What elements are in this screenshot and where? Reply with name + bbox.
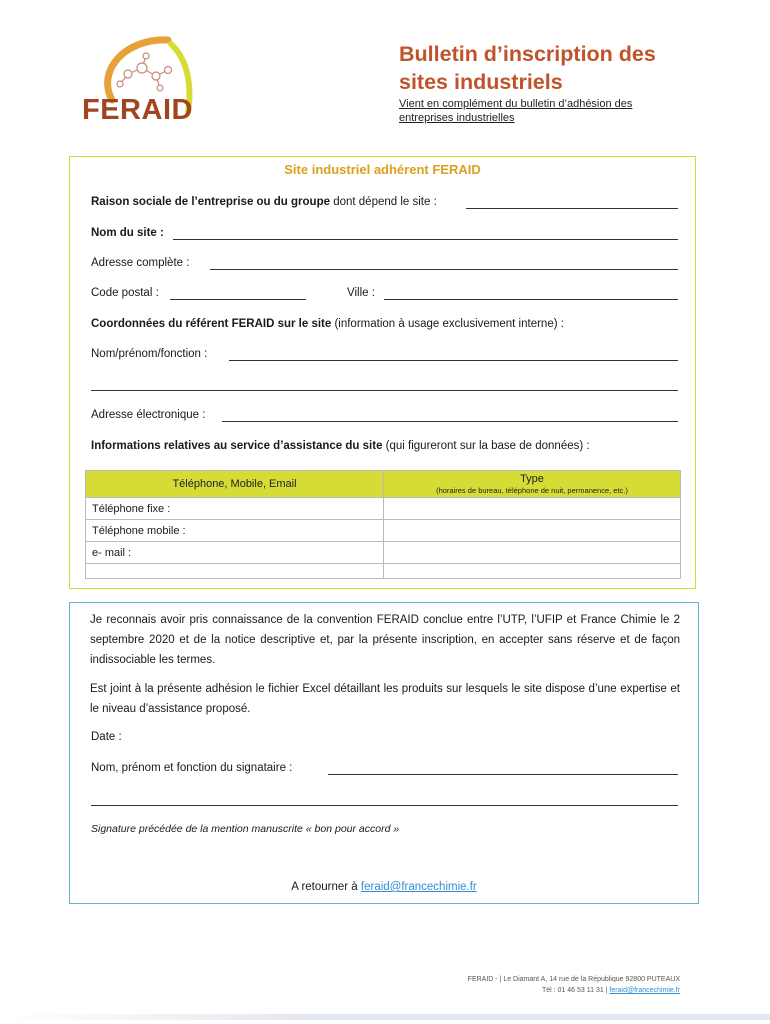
table-header-type [384, 471, 681, 498]
subtitle-line-1: Vient en complément du bulletin d’adhésion des [399, 98, 633, 110]
logo-text: FERAID [82, 94, 193, 126]
retour-line [69, 881, 699, 893]
nom-fonction-label: Nom/prénom/fonction : [91, 348, 208, 360]
footer-email-link[interactable]: feraid@francechimie.fr [609, 987, 680, 994]
site-section-title: Site industriel adhérent FERAID [284, 162, 481, 177]
footer-contact [400, 985, 680, 996]
footer [400, 974, 680, 996]
subtitle-line-2: entreprises industrielles [399, 112, 515, 124]
bottom-band [0, 1014, 770, 1020]
table-cell-contact[interactable]: e- mail : [86, 542, 384, 564]
raison-sociale-bold: Raison sociale de l’entreprise ou du groupe [91, 196, 330, 208]
code-postal-label: Code postal : [91, 287, 159, 299]
table-cell-contact[interactable] [86, 564, 384, 579]
raison-sociale-field[interactable] [466, 196, 678, 209]
signataire-field[interactable] [328, 762, 678, 775]
raison-sociale-rest: dont dépend le site : [330, 196, 437, 208]
ville-label: Ville : [347, 287, 375, 299]
table-row [86, 520, 681, 542]
coordonnees-bold: Coordonnées du référent FERAID sur le site [91, 318, 332, 330]
table-header-row [86, 471, 681, 498]
assistance-table [85, 470, 681, 579]
title-line-1: Bulletin d’inscription des [399, 42, 656, 66]
table-cell-type[interactable] [384, 542, 681, 564]
nom-fonction-field-line-2[interactable] [91, 378, 678, 391]
nom-fonction-field[interactable] [229, 348, 678, 361]
signataire-field-line-2[interactable] [91, 793, 678, 806]
signataire-label: Nom, prénom et fonction du signataire : [91, 762, 293, 774]
adresse-electronique-label: Adresse électronique : [91, 409, 206, 421]
code-postal-field[interactable] [170, 287, 306, 300]
adresse-electronique-field[interactable] [222, 409, 678, 422]
table-row [86, 564, 681, 579]
retour-email-link[interactable]: feraid@francechimie.fr [360, 881, 477, 893]
coordonnees-label [91, 318, 564, 330]
table-header-type-label: Type [520, 473, 544, 485]
nom-site-label: Nom du site : [91, 227, 164, 239]
page-title [399, 40, 729, 96]
footer-address: FERAID - | Le Diamant A, 14 rue de la République 92800 PUTEAUX [467, 976, 680, 983]
signature-note: Signature précédée de la mention manuscrite « bon pour accord » [91, 823, 400, 835]
ville-field[interactable] [384, 287, 678, 300]
nom-site-field[interactable] [173, 227, 678, 240]
footer-phone: Tél : 01 46 53 11 31 | [542, 987, 610, 994]
table-header-type-sub: (horaires de bureau, téléphone de nuit, permanence, etc.) [436, 486, 628, 495]
adresse-field[interactable] [210, 257, 678, 270]
table-cell-contact[interactable]: Téléphone mobile : [86, 520, 384, 542]
date-label: Date : [91, 731, 122, 743]
informations-rest: (qui figureront sur la base de données) : [382, 440, 590, 452]
adresse-label: Adresse complète : [91, 257, 190, 269]
table-header-contact: Téléphone, Mobile, Email [86, 471, 384, 498]
informations-bold: Informations relatives au service d’assistance du site [91, 440, 383, 452]
page-subtitle [399, 97, 699, 125]
table-cell-type[interactable] [384, 520, 681, 542]
table-cell-type[interactable] [384, 498, 681, 520]
table-cell-contact[interactable]: Téléphone fixe : [86, 498, 384, 520]
table-row [86, 498, 681, 520]
title-line-2: sites industriels [399, 70, 563, 94]
declaration-paragraph-2: Est joint à la présente adhésion le fichier Excel détaillant les produits sur lesquels le site dispose d’une expertise et le niveau d’assistance proposé. [90, 683, 680, 715]
table-row [86, 542, 681, 564]
declaration-paragraph-1: Je reconnais avoir pris connaissance de la convention FERAID conclue entre l’UTP, l’UFIP et France Chimie le 2 septembre 2020 et de la notice descriptive et, par la présente inscription, en accepter sans réserve et de façon indissociable les termes. [90, 614, 680, 666]
coordonnees-rest: (information à usage exclusivement interne) : [331, 318, 564, 330]
informations-label [91, 440, 590, 452]
table-cell-type[interactable] [384, 564, 681, 579]
retour-prefix: A retourner à [291, 881, 361, 893]
feraid-logo [76, 30, 206, 126]
raison-sociale-label [91, 196, 437, 208]
